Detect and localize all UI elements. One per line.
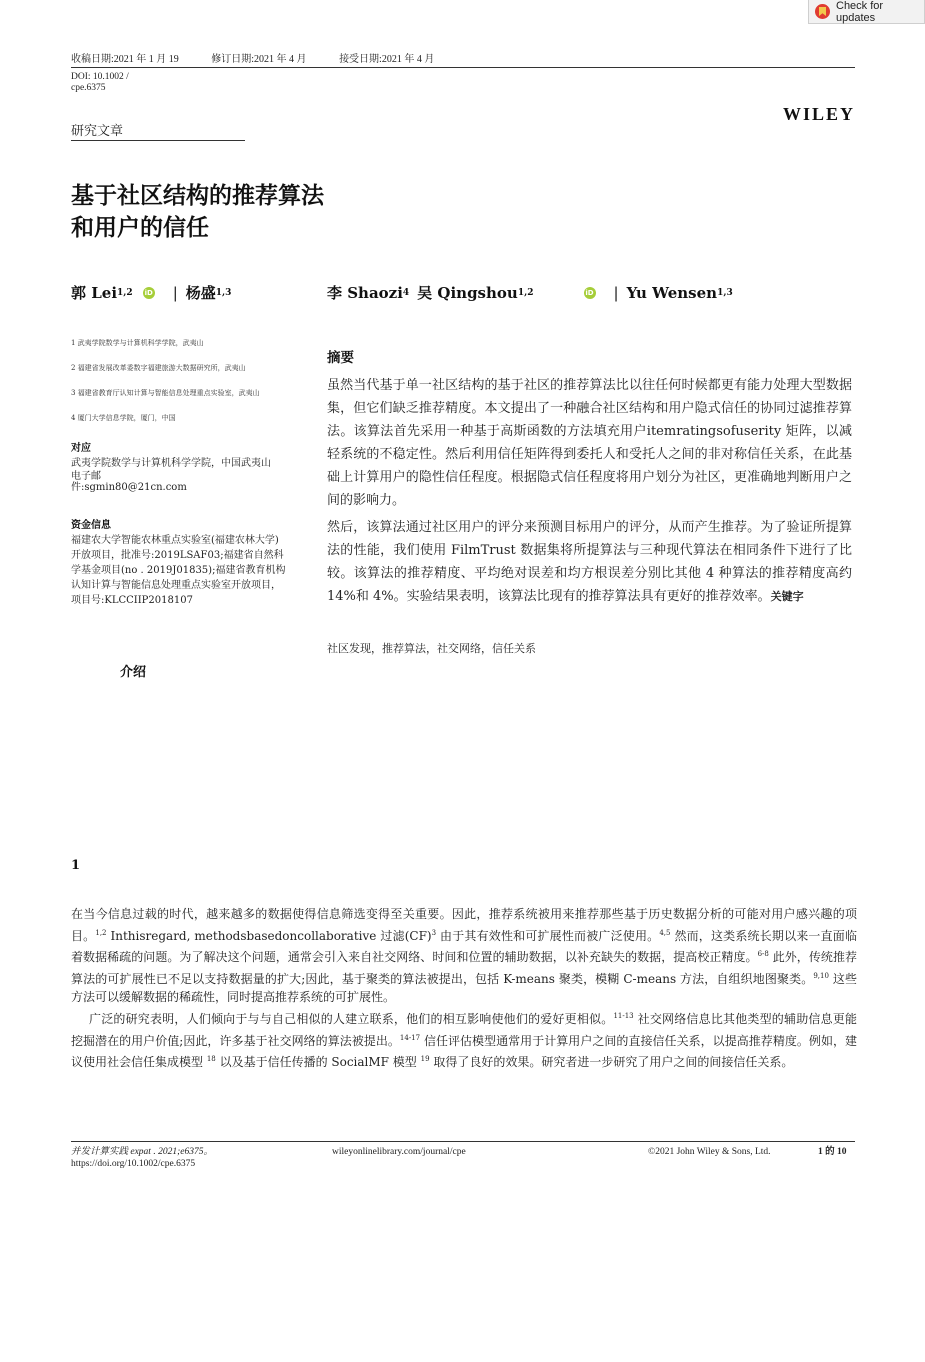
citation[interactable]: 18	[206, 1055, 216, 1063]
orcid-icon[interactable]: iD	[585, 288, 594, 297]
article-title	[71, 180, 324, 244]
author-separator: |	[172, 283, 178, 302]
author-list-right	[327, 282, 733, 303]
author-name[interactable]: Yu Wensen	[626, 283, 718, 302]
text-span: 社交网络信息比其他类型的辅助信息更能挖掘潜在的用户价值;因此，许多基于社交网络的算法被提出。	[71, 1012, 857, 1048]
revised-date: 修订日期:2021 年 4 月	[211, 54, 307, 65]
citation[interactable]: 9,10	[813, 971, 829, 980]
citation[interactable]: 19	[420, 1055, 430, 1063]
author-affil-sup: 1,3	[215, 287, 232, 298]
correspondence-address: 武夷学院数学与计算机科学学院，中国武夷山	[71, 458, 271, 469]
accepted-date: 接受日期:2021 年 4 月	[339, 54, 435, 65]
correspondence-email-label: 电子邮	[71, 471, 101, 482]
funding-text: 福建农大学智能农林重点实验室(福建农林大学)开放项目，批准号:2019LSAF03;福建省自然科学基金项目(no . 2019J01835);福建省教育机构认知计算与智能信息处理重点实验室开放项目，项目号:KLCCIIP2018107	[71, 535, 286, 606]
article-section: 研究文章	[71, 124, 124, 139]
author-name[interactable]: 郭 Lei	[71, 284, 118, 302]
footer-journal: 并发计算实践 expat . 2021;e6375。	[71, 1147, 213, 1157]
text-span: 由于其有效性和可扩展性而被广泛使用。	[436, 928, 660, 943]
title-line-2: 和用户的信任	[71, 215, 209, 241]
citation[interactable]: 4,5	[659, 928, 671, 937]
affiliation: 4 厦门大学信息学院，厦门，中国	[71, 414, 176, 422]
abstract-paragraph-2	[327, 516, 852, 608]
doi-line-1: DOI: 10.1002 /	[71, 72, 129, 82]
intro-heading: 介绍	[120, 665, 147, 680]
citation[interactable]: 1,2	[95, 928, 107, 937]
author-name[interactable]: 杨盛	[185, 284, 216, 302]
text-span: 信任评估模型通常用于计算用户之间的直接信任关系，以提高推荐精度。例如，建议使用社会信任集成模型	[71, 1033, 857, 1069]
abstract-paragraph-1: 虽然当代基于单一社区结构的基于社区的推荐算法比以往任何时候都更有能力处理大型数据集，但它们缺乏推荐精度。本文提出了一种融合社区结构和用户隐式信任的协同过滤推荐算法。该算法首先采用一种基于高斯函数的方法填充用户itemratingsofuserity 矩阵，以减轻系统的不稳定性。然后利用信任矩阵得到委托人和受托人之间的非对称信任关系，在此基础上计算用户的隐性信任程度。根据隐式信任程度将用户划分为社区，更准确地判断用户之间的影响力。	[327, 378, 852, 508]
footer-copyright: ©2021 John Wiley & Sons, Ltd.	[648, 1147, 771, 1157]
citation[interactable]: 3	[431, 928, 437, 937]
affiliation: 2 福建省发展改革委数字福建旅游大数据研究所，武夷山	[71, 364, 246, 372]
affiliation: 1 武夷学院数学与计算机科学学院，武夷山	[71, 339, 204, 347]
funding-heading: 资金信息	[71, 520, 111, 531]
author-affil-sup: 1,2	[517, 287, 534, 298]
correspondence-text	[71, 456, 291, 493]
text-span: 广泛的研究表明，人们倾向于与与自己相似的人建立联系，他们的相互影响使他们的爱好更相似。	[89, 1012, 614, 1026]
author-name[interactable]: 吴 Qingshou	[417, 284, 518, 302]
doi	[71, 72, 129, 94]
body-paragraph-1	[71, 905, 857, 1007]
citation[interactable]: 14-17	[399, 1033, 421, 1042]
section-rule	[71, 140, 245, 141]
footer-citation	[71, 1146, 213, 1170]
keywords: 社区发现，推荐算法，社交网络，信任关系	[327, 642, 536, 655]
article-dates	[71, 50, 464, 65]
check-for-updates-label: Check for updates	[836, 0, 884, 24]
section-number: 1	[71, 858, 81, 873]
text-span: Inthisregard, methodsbasedoncollaborative 过滤(CF)	[106, 928, 432, 943]
received-date: 收稿日期:2021 年 1 月 19	[71, 54, 179, 65]
orcid-icon[interactable]: iD	[144, 288, 153, 297]
correspondence-email[interactable]: 件:sgmin80@21cn.com	[71, 482, 187, 493]
body-paragraph-2	[71, 1007, 857, 1072]
text-span: 这些方法可以缓解数据的稀疏性，同时提高推荐系统的可扩展性。	[71, 971, 857, 1004]
footer-rule	[71, 1141, 855, 1142]
affiliation: 3 福建省教育厅认知计算与智能信息处理重点实验室，武夷山	[71, 389, 260, 397]
correspondence-heading: 对应	[71, 443, 91, 454]
citation[interactable]: 6-8	[757, 950, 769, 958]
title-line-1: 基于社区结构的推荐算法	[71, 183, 324, 209]
bookmark-icon	[815, 4, 830, 19]
footer-page-number: 1 的 10	[818, 1147, 847, 1157]
author-name[interactable]: 李 Shaozi	[327, 284, 403, 302]
doi-line-2: cpe.6375	[71, 83, 106, 93]
publisher-logo: WILEY	[782, 104, 855, 124]
check-for-updates-badge[interactable]	[808, 0, 925, 24]
abstract-paragraph-2-text: 然后，该算法通过社区用户的评分来预测目标用户的评分，从而产生推荐。为了验证所提算法的性能，我们使用 FilmTrust 数据集将所提算法与三种现代算法在相同条件下进行了比较。该算法的推荐精度、平均绝对误差和均方根误差分别比其他 4 种算法的推荐精度高约 14%和 4%。实验结果表明，该算法比现有的推荐算法具有更好的推荐效率。	[327, 520, 852, 604]
header-rule	[71, 67, 855, 68]
author-affil-sup: 1,2	[117, 287, 133, 298]
affiliations	[71, 338, 291, 438]
author-affil-sup: 4	[402, 287, 410, 298]
text-span: 以及基于信任传播的 SocialMF 模型	[215, 1055, 421, 1069]
abstract-heading: 摘要	[327, 350, 354, 366]
keywords-heading: 关键字	[770, 590, 804, 603]
footer-site-link[interactable]: wileyonlinelibrary.com/journal/cpe	[332, 1147, 466, 1157]
text-span: 取得了良好的效果。研究者进一步研究了用户之间的间接信任关系。	[429, 1055, 794, 1069]
citation[interactable]: 11-13	[613, 1012, 634, 1020]
text-span: 在当今信息过载的时代，越来越多的数据使得信息筛选变得至关重要。因此，推荐系统被用来推荐那些基于历史数据分析的可能对用户感兴趣的项目。	[71, 907, 857, 943]
footer-doi-link[interactable]: https://doi.org/10.1002/cpe.6375	[71, 1159, 196, 1169]
author-separator: |	[613, 283, 619, 302]
author-affil-sup: 1,3	[717, 287, 733, 298]
author-list-left	[71, 282, 231, 303]
text-span: 然而，这类系统长期以来一直面临着数据稀疏的问题。为了解决这个问题，通常会引入来自社交网络、时间和位置的辅助数据，以补充缺失的数据，提高校正精度。	[71, 928, 857, 964]
text-span: 此外，传统推荐算法的可扩展性已不足以支持数据量的扩大;因此，基于聚类的算法被提出，包括 K-means 聚类，模糊 C-means 方法，自组织地图聚类。	[71, 950, 857, 986]
